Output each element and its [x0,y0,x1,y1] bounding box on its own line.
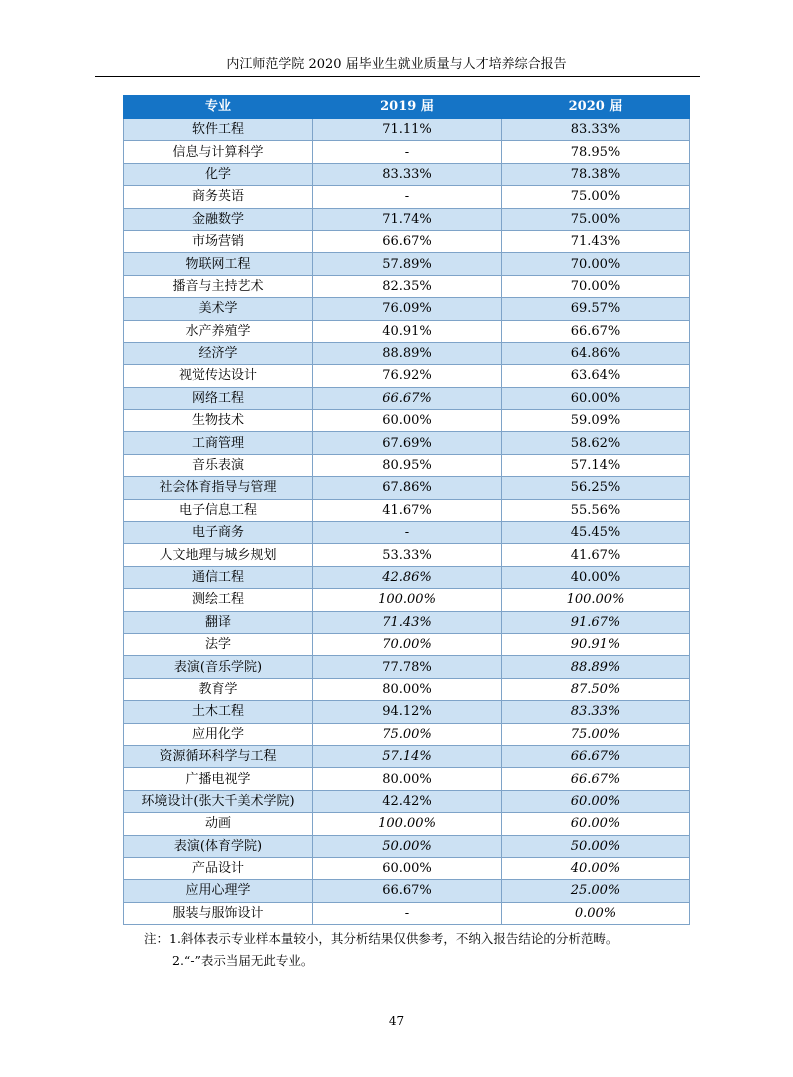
rate-2020-cell: 41.67% [502,544,690,566]
table-row [124,544,690,566]
rate-2020-cell: 45.45% [502,522,690,544]
major-cell: 应用心理学 [124,880,313,902]
major-cell: 视觉传达设计 [124,365,313,387]
rate-2019-cell: 42.86% [313,566,502,588]
table-row [124,230,690,252]
major-cell: 教育学 [124,678,313,700]
rate-2019-cell: 100.00% [313,589,502,611]
rate-2020-cell: 66.67% [502,768,690,790]
major-cell: 环境设计(张大千美术学院) [124,790,313,812]
rate-2019-cell: - [313,522,502,544]
major-cell: 法学 [124,633,313,655]
major-cell: 生物技术 [124,410,313,432]
table-row [124,678,690,700]
major-cell: 水产养殖学 [124,320,313,342]
table-row [124,611,690,633]
rate-2020-cell: 71.43% [502,230,690,252]
rate-2019-cell: 82.35% [313,275,502,297]
table-row [124,141,690,163]
rate-2019-cell: 75.00% [313,723,502,745]
major-cell: 播音与主持艺术 [124,275,313,297]
rate-2019-cell: 80.95% [313,454,502,476]
rate-2019-cell: 50.00% [313,835,502,857]
major-cell: 通信工程 [124,566,313,588]
table-row [124,454,690,476]
rate-2019-cell: 80.00% [313,768,502,790]
rate-2020-cell: 40.00% [502,857,690,879]
rate-2020-cell: 75.00% [502,723,690,745]
table-row [124,320,690,342]
table-row [124,499,690,521]
rate-2019-cell: 53.33% [313,544,502,566]
rate-2020-cell: 91.67% [502,611,690,633]
table-row [124,790,690,812]
rate-2020-cell: 78.38% [502,163,690,185]
rate-2020-cell: 90.91% [502,633,690,655]
rate-2019-cell: 80.00% [313,678,502,700]
rate-2020-cell: 70.00% [502,275,690,297]
table-row [124,857,690,879]
note-italic-meaning: 注：1.斜体表示专业样本量较小，其分析结果仅供参考，不纳入报告结论的分析范畴。 [144,931,619,946]
major-cell: 电子商务 [124,522,313,544]
table-row [124,298,690,320]
report-header-title: 内江师范学院 2020 届毕业生就业质量与人才培养综合报告 [226,57,567,72]
rate-2019-cell: 40.91% [313,320,502,342]
table-row [124,835,690,857]
major-cell: 金融数学 [124,208,313,230]
rate-2019-cell: 71.43% [313,611,502,633]
table-row [124,387,690,409]
rate-2020-cell: 75.00% [502,208,690,230]
major-cell: 土木工程 [124,701,313,723]
rate-2019-cell: 60.00% [313,410,502,432]
rate-2020-cell: 83.33% [502,701,690,723]
major-cell: 广播电视学 [124,768,313,790]
rate-2019-cell: 76.92% [313,365,502,387]
table-row [124,566,690,588]
column-header-2019: 2019 届 [313,96,502,119]
major-cell: 产品设计 [124,857,313,879]
table-row [124,880,690,902]
table-row [124,656,690,678]
major-cell: 软件工程 [124,119,313,141]
column-header-2020: 2020 届 [502,96,690,119]
rate-2019-cell: 70.00% [313,633,502,655]
header-divider [95,76,700,77]
table-row [124,342,690,364]
major-cell: 信息与计算科学 [124,141,313,163]
major-cell: 社会体育指导与管理 [124,477,313,499]
major-cell: 市场营销 [124,230,313,252]
table-row [124,410,690,432]
page-number: 47 [388,1014,405,1028]
note-dash-meaning: 2.“-”表示当届无此专业。 [172,953,314,968]
rate-2020-cell: 56.25% [502,477,690,499]
major-cell: 物联网工程 [124,253,313,275]
table-row [124,477,690,499]
table-row [124,813,690,835]
major-cell: 音乐表演 [124,454,313,476]
major-cell: 应用化学 [124,723,313,745]
rate-2019-cell: 88.89% [313,342,502,364]
major-cell: 翻译 [124,611,313,633]
rate-2020-cell: 59.09% [502,410,690,432]
rate-2019-cell: 83.33% [313,163,502,185]
major-cell: 商务英语 [124,186,313,208]
table-notes [144,928,618,972]
rate-2019-cell: 67.69% [313,432,502,454]
table-row [124,163,690,185]
rate-2019-cell: - [313,186,502,208]
rate-2019-cell: - [313,141,502,163]
table-row [124,119,690,141]
table-row [124,275,690,297]
rate-2020-cell: 75.00% [502,186,690,208]
rate-2020-cell: 66.67% [502,320,690,342]
rate-2020-cell: 83.33% [502,119,690,141]
major-cell: 经济学 [124,342,313,364]
rate-2020-cell: 64.86% [502,342,690,364]
rate-2019-cell: 66.67% [313,880,502,902]
table-row [124,723,690,745]
rate-2020-cell: 55.56% [502,499,690,521]
rate-2019-cell: 71.11% [313,119,502,141]
rate-2019-cell: 100.00% [313,813,502,835]
rate-2020-cell: 40.00% [502,566,690,588]
rate-2020-cell: 60.00% [502,790,690,812]
rate-2019-cell: 66.67% [313,230,502,252]
rate-2019-cell: 71.74% [313,208,502,230]
major-cell: 网络工程 [124,387,313,409]
rate-2019-cell: 77.78% [313,656,502,678]
rate-2019-cell: 94.12% [313,701,502,723]
table-row [124,768,690,790]
table-row [124,745,690,767]
table-header-row [124,96,690,119]
rate-2019-cell: 57.14% [313,745,502,767]
table-row [124,253,690,275]
rate-2020-cell: 0.00% [502,902,690,924]
major-cell: 电子信息工程 [124,499,313,521]
rate-2020-cell: 50.00% [502,835,690,857]
major-cell: 资源循环科学与工程 [124,745,313,767]
table-row [124,522,690,544]
rate-2020-cell: 58.62% [502,432,690,454]
rate-2020-cell: 70.00% [502,253,690,275]
major-cell: 工商管理 [124,432,313,454]
table-row [124,186,690,208]
table-row [124,902,690,924]
rate-2020-cell: 69.57% [502,298,690,320]
column-header-major: 专业 [124,96,313,119]
major-cell: 动画 [124,813,313,835]
major-rate-table [123,95,690,925]
rate-2020-cell: 25.00% [502,880,690,902]
major-cell: 表演(体育学院) [124,835,313,857]
rate-2020-cell: 88.89% [502,656,690,678]
rate-2020-cell: 60.00% [502,813,690,835]
major-cell: 化学 [124,163,313,185]
rate-2019-cell: 42.42% [313,790,502,812]
table-row [124,633,690,655]
major-cell: 测绘工程 [124,589,313,611]
rate-2020-cell: 63.64% [502,365,690,387]
table-row [124,701,690,723]
rate-2019-cell: 67.86% [313,477,502,499]
rate-2019-cell: 57.89% [313,253,502,275]
major-cell: 表演(音乐学院) [124,656,313,678]
rate-2020-cell: 100.00% [502,589,690,611]
rate-2019-cell: 41.67% [313,499,502,521]
rate-2020-cell: 87.50% [502,678,690,700]
rate-2019-cell: - [313,902,502,924]
table-row [124,365,690,387]
rate-2020-cell: 66.67% [502,745,690,767]
rate-2019-cell: 66.67% [313,387,502,409]
table-row [124,432,690,454]
major-cell: 服装与服饰设计 [124,902,313,924]
rate-2020-cell: 57.14% [502,454,690,476]
rate-2019-cell: 60.00% [313,857,502,879]
major-cell: 美术学 [124,298,313,320]
rate-2020-cell: 60.00% [502,387,690,409]
rate-2020-cell: 78.95% [502,141,690,163]
table-row [124,589,690,611]
table-row [124,208,690,230]
rate-2019-cell: 76.09% [313,298,502,320]
major-cell: 人文地理与城乡规划 [124,544,313,566]
